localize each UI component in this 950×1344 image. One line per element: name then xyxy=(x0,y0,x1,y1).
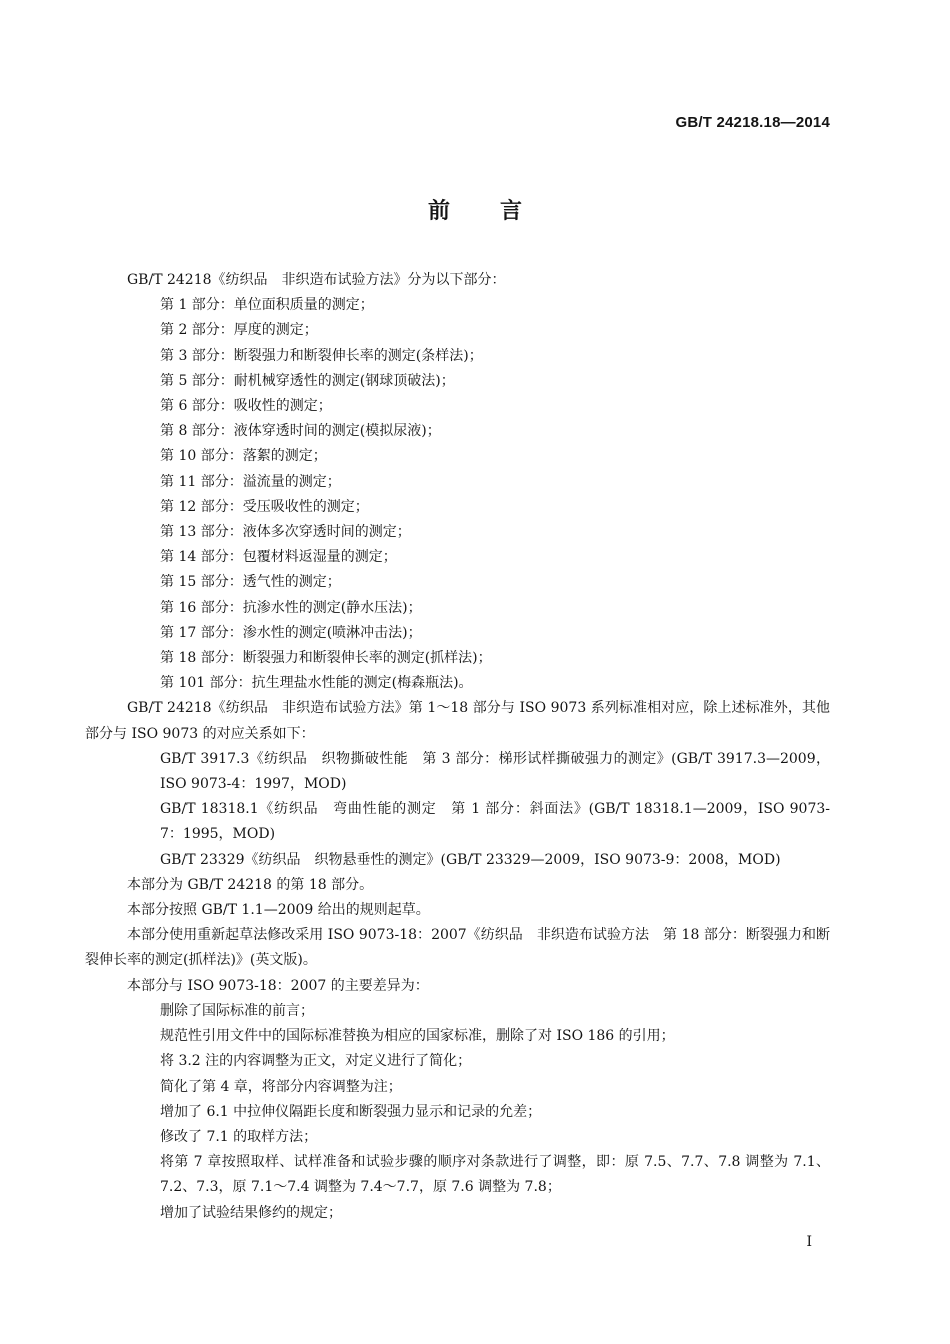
statement-paragraph: 本部分与 ISO 9073-18：2007 的主要差异为： xyxy=(127,977,429,994)
intro-paragraph: GB/T 24218《纺织品 非织造布试验方法》分为以下部分： xyxy=(127,272,506,288)
differences-list xyxy=(85,999,830,1226)
list-item: 将第 7 章按照取样、试样准备和试验步骤的顺序对条款进行了调整，即：原 7.5、7.7、7.8 调整为 7.1、7.2、7.3，原 7.1～7.4 调整为 7.4～7.7，原 7.6 调整为 7.8； xyxy=(160,1154,830,1196)
list-item: 第 14 部分：包覆材料返湿量的测定； xyxy=(160,549,397,566)
list-item: 第 5 部分：耐机械穿透性的测定(钢球顶破法)； xyxy=(160,372,455,389)
list-item: 规范性引用文件中的国际标准替换为相应的国家标准，删除了对 ISO 186 的引用； xyxy=(160,1028,675,1045)
list-item: 增加了 6.1 中拉伸仪隔距长度和断裂强力显示和记录的允差； xyxy=(160,1103,542,1120)
list-item: 第 1 部分：单位面积质量的测定； xyxy=(160,297,374,314)
list-item: 第 10 部分：落絮的测定； xyxy=(160,448,327,465)
list-item: 第 13 部分：液体多次穿透时间的测定； xyxy=(160,524,411,541)
list-item: 第 12 部分：受压吸收性的测定； xyxy=(160,498,369,515)
list-item: 简化了第 4 章，将部分内容调整为注； xyxy=(160,1078,402,1095)
statement-paragraph: 本部分为 GB/T 24218 的第 18 部分。 xyxy=(127,876,374,893)
list-item: GB/T 23329《纺织品 织物悬垂性的测定》(GB/T 23329—2009，ISO 9073-9：2008，MOD) xyxy=(160,851,781,868)
document-code: GB/T 24218.18—2014 xyxy=(675,114,830,131)
list-item: 第 17 部分：渗水性的测定(喷淋冲击法)； xyxy=(160,624,422,641)
list-item: 第 3 部分：断裂强力和断裂伸长率的测定(条样法)； xyxy=(160,347,483,364)
list-item: 第 16 部分：抗渗水性的测定(静水压法)； xyxy=(160,599,422,616)
parts-list xyxy=(85,293,830,696)
document-body xyxy=(85,268,830,1226)
page-number: I xyxy=(806,1234,812,1250)
list-item: GB/T 3917.3《纺织品 织物撕破性能 第 3 部分：梯形试样撕破强力的测定》(GB/T 3917.3—2009，ISO 9073-4：1997，MOD) xyxy=(160,750,830,793)
list-item: 将 3.2 注的内容调整为正文，对定义进行了简化； xyxy=(160,1053,472,1070)
list-item: 第 18 部分：断裂强力和断裂伸长率的测定(抓样法)； xyxy=(160,650,492,667)
list-item: 第 8 部分：液体穿透时间的测定(模拟尿液)； xyxy=(160,423,441,440)
page-title: 前言 xyxy=(427,199,572,224)
list-item: 第 15 部分：透气性的测定； xyxy=(160,574,341,591)
statement-paragraph: 本部分使用重新起草法修改采用 ISO 9073-18：2007《纺织品 非织造布试验方法 第 18 部分：断裂强力和断裂伸长率的测定(抓样法)》(英文版)。 xyxy=(85,927,830,969)
list-item: 删除了国际标准的前言； xyxy=(160,1002,314,1019)
correspondence-list xyxy=(85,747,830,873)
correspondence-paragraph: GB/T 24218《纺织品 非织造布试验方法》第 1～18 部分与 ISO 9073 系列标准相对应，除上述标准外，其他部分与 ISO 9073 的对应关系如下： xyxy=(85,700,830,742)
list-item: 第 2 部分：厚度的测定； xyxy=(160,322,318,339)
list-item: 增加了试验结果修约的规定； xyxy=(160,1204,342,1221)
list-item: 第 101 部分：抗生理盐水性能的测定(梅森瓶法)。 xyxy=(160,675,473,692)
list-item: GB/T 18318.1《纺织品 弯曲性能的测定 第 1 部分：斜面法》(GB/T 18318.1—2009，ISO 9073-7：1995，MOD) xyxy=(160,801,830,843)
list-item: 修改了 7.1 的取样方法； xyxy=(160,1128,318,1145)
list-item: 第 11 部分：溢流量的测定； xyxy=(160,473,341,490)
list-item: 第 6 部分：吸收性的测定； xyxy=(160,398,332,415)
statement-paragraph: 本部分按照 GB/T 1.1—2009 给出的规则起草。 xyxy=(127,902,430,919)
